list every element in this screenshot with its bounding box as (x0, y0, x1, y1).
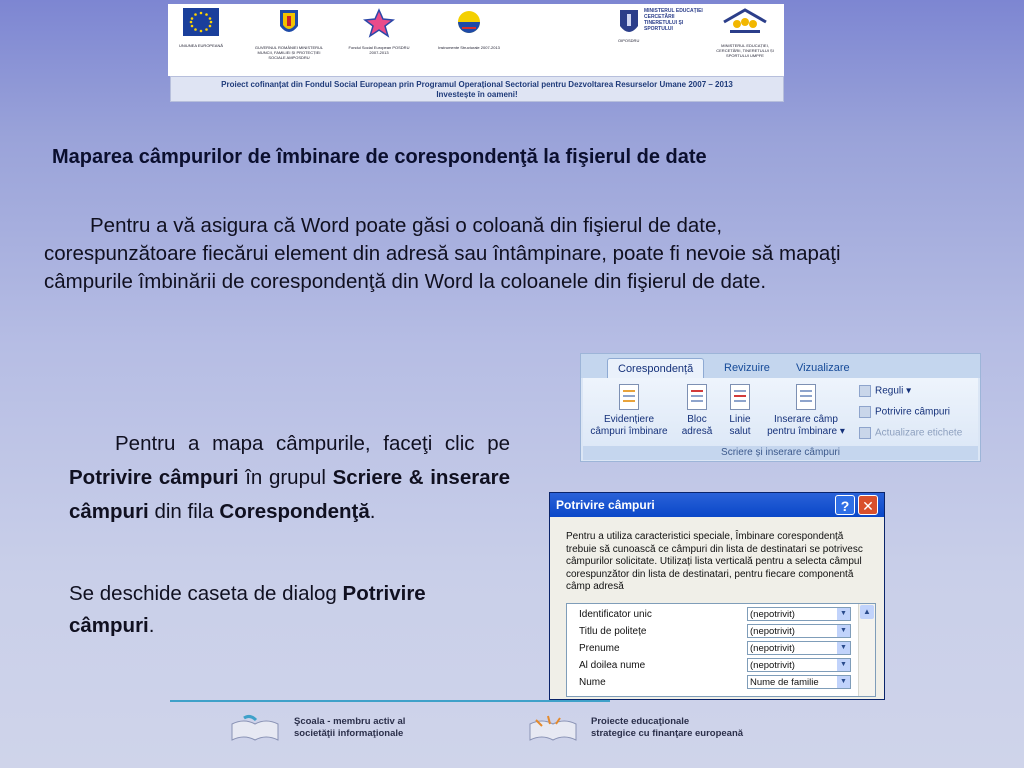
close-button[interactable]: ✕ (858, 495, 878, 515)
dialog-title: Potrivire câmpuri (556, 498, 655, 512)
select-value: (nepotrivit) (750, 643, 795, 654)
field-label: Titlu de politețe (579, 626, 647, 637)
field-mapping-select[interactable] (747, 675, 851, 689)
romania-gov-logo (254, 8, 324, 60)
ministry-house-logo (708, 8, 782, 58)
mapping-row (567, 623, 857, 640)
insert-merge-field-button[interactable] (759, 384, 853, 438)
tab-review[interactable]: Revizuire (724, 362, 770, 374)
list-scrollbar[interactable] (858, 604, 875, 696)
match-fields-button[interactable] (859, 406, 950, 418)
house-caption: MINISTERUL EDUCAȚIEI, CERCETĂRII, TINERETULUI ȘI SPORTULUI UMPFE (716, 43, 774, 58)
ministry-text: MINISTERUL EDUCAȚIEI CERCETĂRII TINERETULUI ȘI SPORTULUI (644, 8, 703, 32)
tab-view[interactable]: Vizualizare (796, 362, 850, 374)
eu-flag-icon (183, 8, 219, 36)
intro-text: Pentru a vă asigura că Word poate găsi o coloană din fişierul de date, corespunzătoare fiecărui element din adresă sau întâmpinare, poate fi nevoie să mapaţi câmpurile îmbinării de corespondenţă din Word la coloanele din fişierul de date. (44, 214, 841, 293)
instructions-paragraph (69, 427, 510, 529)
address-block-icon (687, 384, 707, 410)
instr-bold-group: Scriere & inserare câmpuri (69, 466, 510, 523)
footer-left-line2: societăţii informaţionale (294, 728, 404, 739)
ribbon-tabs (581, 354, 980, 378)
address-label-2: adresă (681, 426, 713, 437)
opens-text-2: . (148, 614, 155, 637)
field-label: Nume (579, 677, 606, 688)
footer-divider (170, 700, 610, 702)
footer-right-text (591, 716, 743, 740)
ribbon-body (583, 378, 978, 460)
footer-right-line2: strategice cu finanţare europeană (591, 728, 744, 739)
scroll-up-icon[interactable]: ▲ (860, 605, 874, 619)
structural-instruments-icon (450, 8, 488, 38)
gov-caption: GUVERNUL ROMÂNIEI MINISTERUL MUNCII, FAMILIEI ȘI PROTECȚIEI SOCIALE AMPOSDRU (254, 45, 324, 60)
help-button[interactable]: ? (835, 495, 855, 515)
dropdown-arrow-icon: ▼ (837, 659, 850, 671)
mapping-row (567, 606, 857, 623)
instr-text-2: în grupul (238, 466, 333, 489)
greeting-label-2: salut (729, 426, 751, 437)
field-mapping-select[interactable] (747, 607, 851, 621)
footer-left-text (294, 716, 405, 740)
eu-caption: UNIUNEA EUROPEANĂ (178, 43, 223, 48)
si-caption: Instrumente Structurale 2007-2013 (438, 45, 500, 50)
rules-label: Reguli ▾ (875, 385, 912, 397)
match-fields-dialog (549, 492, 885, 700)
field-label: Al doilea nume (579, 660, 646, 671)
update-labels-icon (859, 427, 871, 439)
field-mapping-select[interactable] (747, 658, 851, 672)
insert-label-1: Inserare câmp (774, 414, 838, 425)
coat-of-arms-icon (278, 8, 300, 38)
fse-logo (348, 8, 410, 55)
highlight-merge-fields-button[interactable] (587, 384, 671, 438)
footer-right-line1: Proiecte educaţionale (591, 716, 690, 727)
greeting-line-icon (730, 384, 750, 410)
instr-text-1: Pentru a mapa câmpurile, faceţi clic pe (115, 432, 510, 455)
field-mapping-select[interactable] (747, 641, 851, 655)
open-book-right-icon (528, 714, 578, 744)
dropdown-arrow-icon: ▼ (837, 608, 850, 620)
project-banner (170, 76, 784, 102)
greeting-line-button[interactable] (721, 384, 759, 438)
field-mapping-list (566, 603, 876, 697)
fse-caption: Fondul Social European POSDRU 2007-2013 (348, 45, 410, 55)
slide-title: Maparea câmpurilor de îmbinare de corespondenţă la fişierul de date (52, 146, 707, 168)
intro-paragraph (44, 212, 844, 296)
match-fields-icon (859, 406, 871, 418)
insert-label-2: pentru îmbinare ▾ (767, 426, 845, 437)
select-value: Nume de familie (750, 677, 819, 688)
select-value: (nepotrivit) (750, 609, 795, 620)
greeting-label-1: Linie (729, 414, 751, 425)
eu-flag-logo (170, 8, 232, 48)
rules-icon (859, 385, 871, 397)
address-label-1: Bloc (687, 414, 707, 425)
house-icon (720, 8, 770, 36)
instr-text-4: . (369, 500, 376, 523)
open-book-left-icon (230, 714, 280, 744)
banner-line1: Proiect cofinanțat din Fondul Social European prin Programul Operațional Sectorial pentru Dezvoltarea Resurselor Umane 2007 – 2013 (221, 80, 733, 89)
mapping-row (567, 657, 857, 674)
match-fields-label: Potrivire câmpuri (875, 406, 951, 418)
mapping-row (567, 640, 857, 657)
ribbon-group-label: Scriere și inserare câmpuri (583, 446, 978, 460)
select-value: (nepotrivit) (750, 660, 795, 671)
highlight-label-2: câmpuri îmbinare (590, 426, 668, 437)
dialog-opens-paragraph (69, 578, 469, 642)
structural-instruments-logo (436, 8, 502, 50)
dropdown-arrow-icon: ▼ (837, 676, 850, 688)
dialog-description: Pentru a utiliza caracteristici speciale, Îmbinare corespondență trebuie să cunoască ce câmpuri din lista de destinatari se potrivesc câmpurilor solicitate. Utilizați lista verticală pentru a selecta câmpul corespunzător din lista de destinatari, pentru fiecare componentă câmp adresă (566, 531, 863, 592)
field-mapping-select[interactable] (747, 624, 851, 638)
highlight-fields-icon (619, 384, 639, 410)
highlight-label-1: Evidențiere (603, 414, 655, 425)
opens-text-1: Se deschide caseta de dialog (69, 582, 343, 605)
word-ribbon (580, 353, 981, 462)
field-label: Identificator unic (579, 609, 652, 620)
tab-mailings[interactable]: Corespondență (607, 358, 704, 379)
ministry-logo (618, 8, 714, 43)
instr-bold-match-fields: Potrivire câmpuri (69, 466, 239, 489)
dropdown-arrow-icon: ▼ (837, 642, 850, 654)
ministry-crest-icon (618, 8, 640, 38)
dialog-title-bar (550, 493, 884, 517)
field-label: Prenume (579, 643, 620, 654)
rules-button[interactable] (859, 385, 911, 397)
select-value: (nepotrivit) (750, 626, 795, 637)
update-labels-label: Actualizare etichete (875, 427, 963, 439)
insert-field-icon (796, 384, 816, 410)
update-labels-button[interactable] (859, 427, 962, 439)
banner-line2: Investește în oameni! (436, 90, 518, 99)
instr-text-3: din fila (148, 500, 220, 523)
footer-left-line1: Şcoala - membru activ al (294, 716, 406, 727)
instr-bold-tab: Corespondenţă (219, 500, 370, 523)
opens-bold-dialog: Potrivire câmpuri (69, 582, 426, 637)
header-logos (168, 4, 784, 76)
fse-star-icon (361, 8, 397, 38)
dropdown-arrow-icon: ▼ (837, 625, 850, 637)
ministry-caption: OIPOSDRU (618, 38, 640, 43)
address-block-button[interactable] (677, 384, 717, 438)
mapping-row (567, 674, 857, 691)
